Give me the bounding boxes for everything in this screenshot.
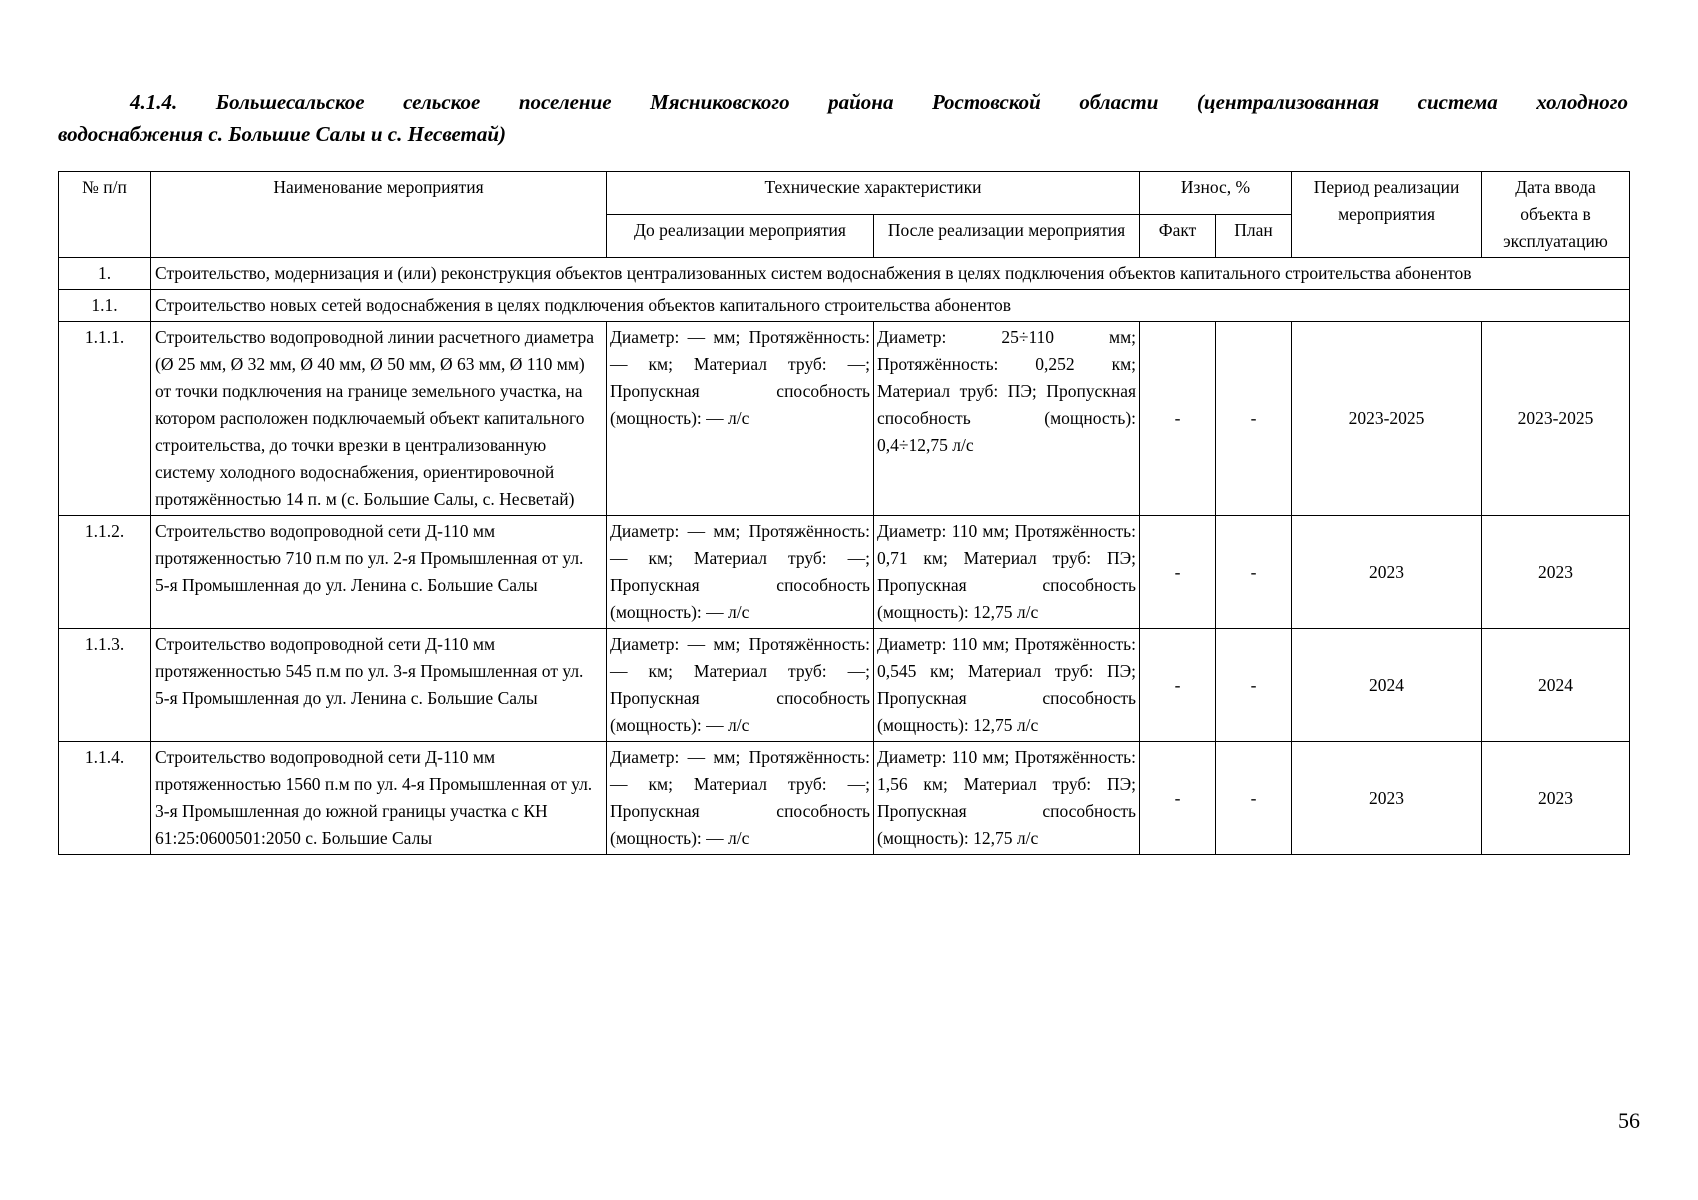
row-after: Диаметр: 25÷110 мм; Протяжённость: 0,252 км; Материал труб: ПЭ; Пропускная способность (мощность): 0,4÷12,75 л/с bbox=[874, 322, 1140, 516]
row-period: 2023-2025 bbox=[1292, 322, 1482, 516]
table-row bbox=[59, 629, 1630, 742]
header-wear-plan: План bbox=[1216, 215, 1292, 258]
header-wear-fact: Факт bbox=[1140, 215, 1216, 258]
row-date: 2024 bbox=[1482, 629, 1630, 742]
row-num: 1.1.3. bbox=[59, 629, 151, 742]
header-name: Наименование мероприятия bbox=[151, 172, 607, 258]
row-plan: - bbox=[1216, 322, 1292, 516]
row-fact: - bbox=[1140, 629, 1216, 742]
header-period: Период реализации мероприятия bbox=[1292, 172, 1482, 258]
page-title bbox=[58, 86, 1628, 150]
title-line-1: 4.1.4. Большесальское сельское поселение Мясниковского района Ростовской области (централизованная система холодного bbox=[130, 90, 1628, 114]
row-name: Строительство водопроводной сети Д-110 мм протяженностью 545 п.м по ул. 3-я Промышленная от ул. 5-я Промышленная до ул. Ленина с. Большие Салы bbox=[151, 629, 607, 742]
header-row-1 bbox=[59, 172, 1630, 215]
title-line-2: водоснабжения с. Большие Салы и с. Несветай) bbox=[58, 122, 507, 146]
header-tech-after: После реализации мероприятия bbox=[874, 215, 1140, 258]
header-tech: Технические характеристики bbox=[607, 172, 1140, 215]
header-wear: Износ, % bbox=[1140, 172, 1292, 215]
row-period: 2023 bbox=[1292, 742, 1482, 855]
subsection-row bbox=[59, 290, 1630, 322]
row-name: Строительство водопроводной сети Д-110 мм протяженностью 1560 п.м по ул. 4-я Промышленная от ул. 3-я Промышленная до южной границы участка с КН 61:25:0600501:2050 с. Большие Салы bbox=[151, 742, 607, 855]
page-number: 56 bbox=[1618, 1108, 1640, 1133]
row-plan: - bbox=[1216, 742, 1292, 855]
header-num: № п/п bbox=[59, 172, 151, 258]
subsection-num: 1.1. bbox=[59, 290, 151, 322]
header-tech-before: До реализации мероприятия bbox=[607, 215, 874, 258]
row-after: Диаметр: 110 мм; Протяжённость: 0,545 км; Материал труб: ПЭ; Пропускная способность (мощность): 12,75 л/с bbox=[874, 629, 1140, 742]
section-row bbox=[59, 258, 1630, 290]
section-text: Строительство, модернизация и (или) реконструкция объектов централизованных систем водоснабжения в целях подключения объектов капитального строительства абонентов bbox=[151, 258, 1630, 290]
row-num: 1.1.1. bbox=[59, 322, 151, 516]
row-fact: - bbox=[1140, 742, 1216, 855]
row-name: Строительство водопроводной линии расчетного диаметра (Ø 25 мм, Ø 32 мм, Ø 40 мм, Ø 50 мм, Ø 63 мм, Ø 110 мм) от точки подключения на границе земельного участка, на котором расположен подключаемый объект капитального строительства, до точки врезки в централизованную систему холодного водоснабжения, ориентировочной протяжённостью 14 п. м (с. Большие Салы, с. Несветай) bbox=[151, 322, 607, 516]
row-plan: - bbox=[1216, 629, 1292, 742]
header-date: Дата ввода объекта в эксплуатацию bbox=[1482, 172, 1630, 258]
measures-table bbox=[58, 171, 1630, 855]
row-before: Диаметр: — мм; Протяжённость: — км; Материал труб: —; Пропускная способность (мощность): — л/с bbox=[607, 742, 874, 855]
row-after: Диаметр: 110 мм; Протяжённость: 1,56 км; Материал труб: ПЭ; Пропускная способность (мощность): 12,75 л/с bbox=[874, 742, 1140, 855]
row-num: 1.1.4. bbox=[59, 742, 151, 855]
row-fact: - bbox=[1140, 516, 1216, 629]
row-date: 2023-2025 bbox=[1482, 322, 1630, 516]
row-before: Диаметр: — мм; Протяжённость: — км; Материал труб: —; Пропускная способность (мощность): — л/с bbox=[607, 629, 874, 742]
row-period: 2023 bbox=[1292, 516, 1482, 629]
row-period: 2024 bbox=[1292, 629, 1482, 742]
row-name: Строительство водопроводной сети Д-110 мм протяженностью 710 п.м по ул. 2-я Промышленная от ул. 5-я Промышленная до ул. Ленина с. Большие Салы bbox=[151, 516, 607, 629]
row-date: 2023 bbox=[1482, 742, 1630, 855]
table-row bbox=[59, 322, 1630, 516]
row-before: Диаметр: — мм; Протяжённость: — км; Материал труб: —; Пропускная способность (мощность): — л/с bbox=[607, 322, 874, 516]
row-after: Диаметр: 110 мм; Протяжённость: 0,71 км; Материал труб: ПЭ; Пропускная способность (мощность): 12,75 л/с bbox=[874, 516, 1140, 629]
section-num: 1. bbox=[59, 258, 151, 290]
row-plan: - bbox=[1216, 516, 1292, 629]
row-date: 2023 bbox=[1482, 516, 1630, 629]
row-fact: - bbox=[1140, 322, 1216, 516]
table-row bbox=[59, 742, 1630, 855]
row-num: 1.1.2. bbox=[59, 516, 151, 629]
subsection-text: Строительство новых сетей водоснабжения в целях подключения объектов капитального строительства абонентов bbox=[151, 290, 1630, 322]
table-row bbox=[59, 516, 1630, 629]
row-before: Диаметр: — мм; Протяжённость: — км; Материал труб: —; Пропускная способность (мощность): — л/с bbox=[607, 516, 874, 629]
